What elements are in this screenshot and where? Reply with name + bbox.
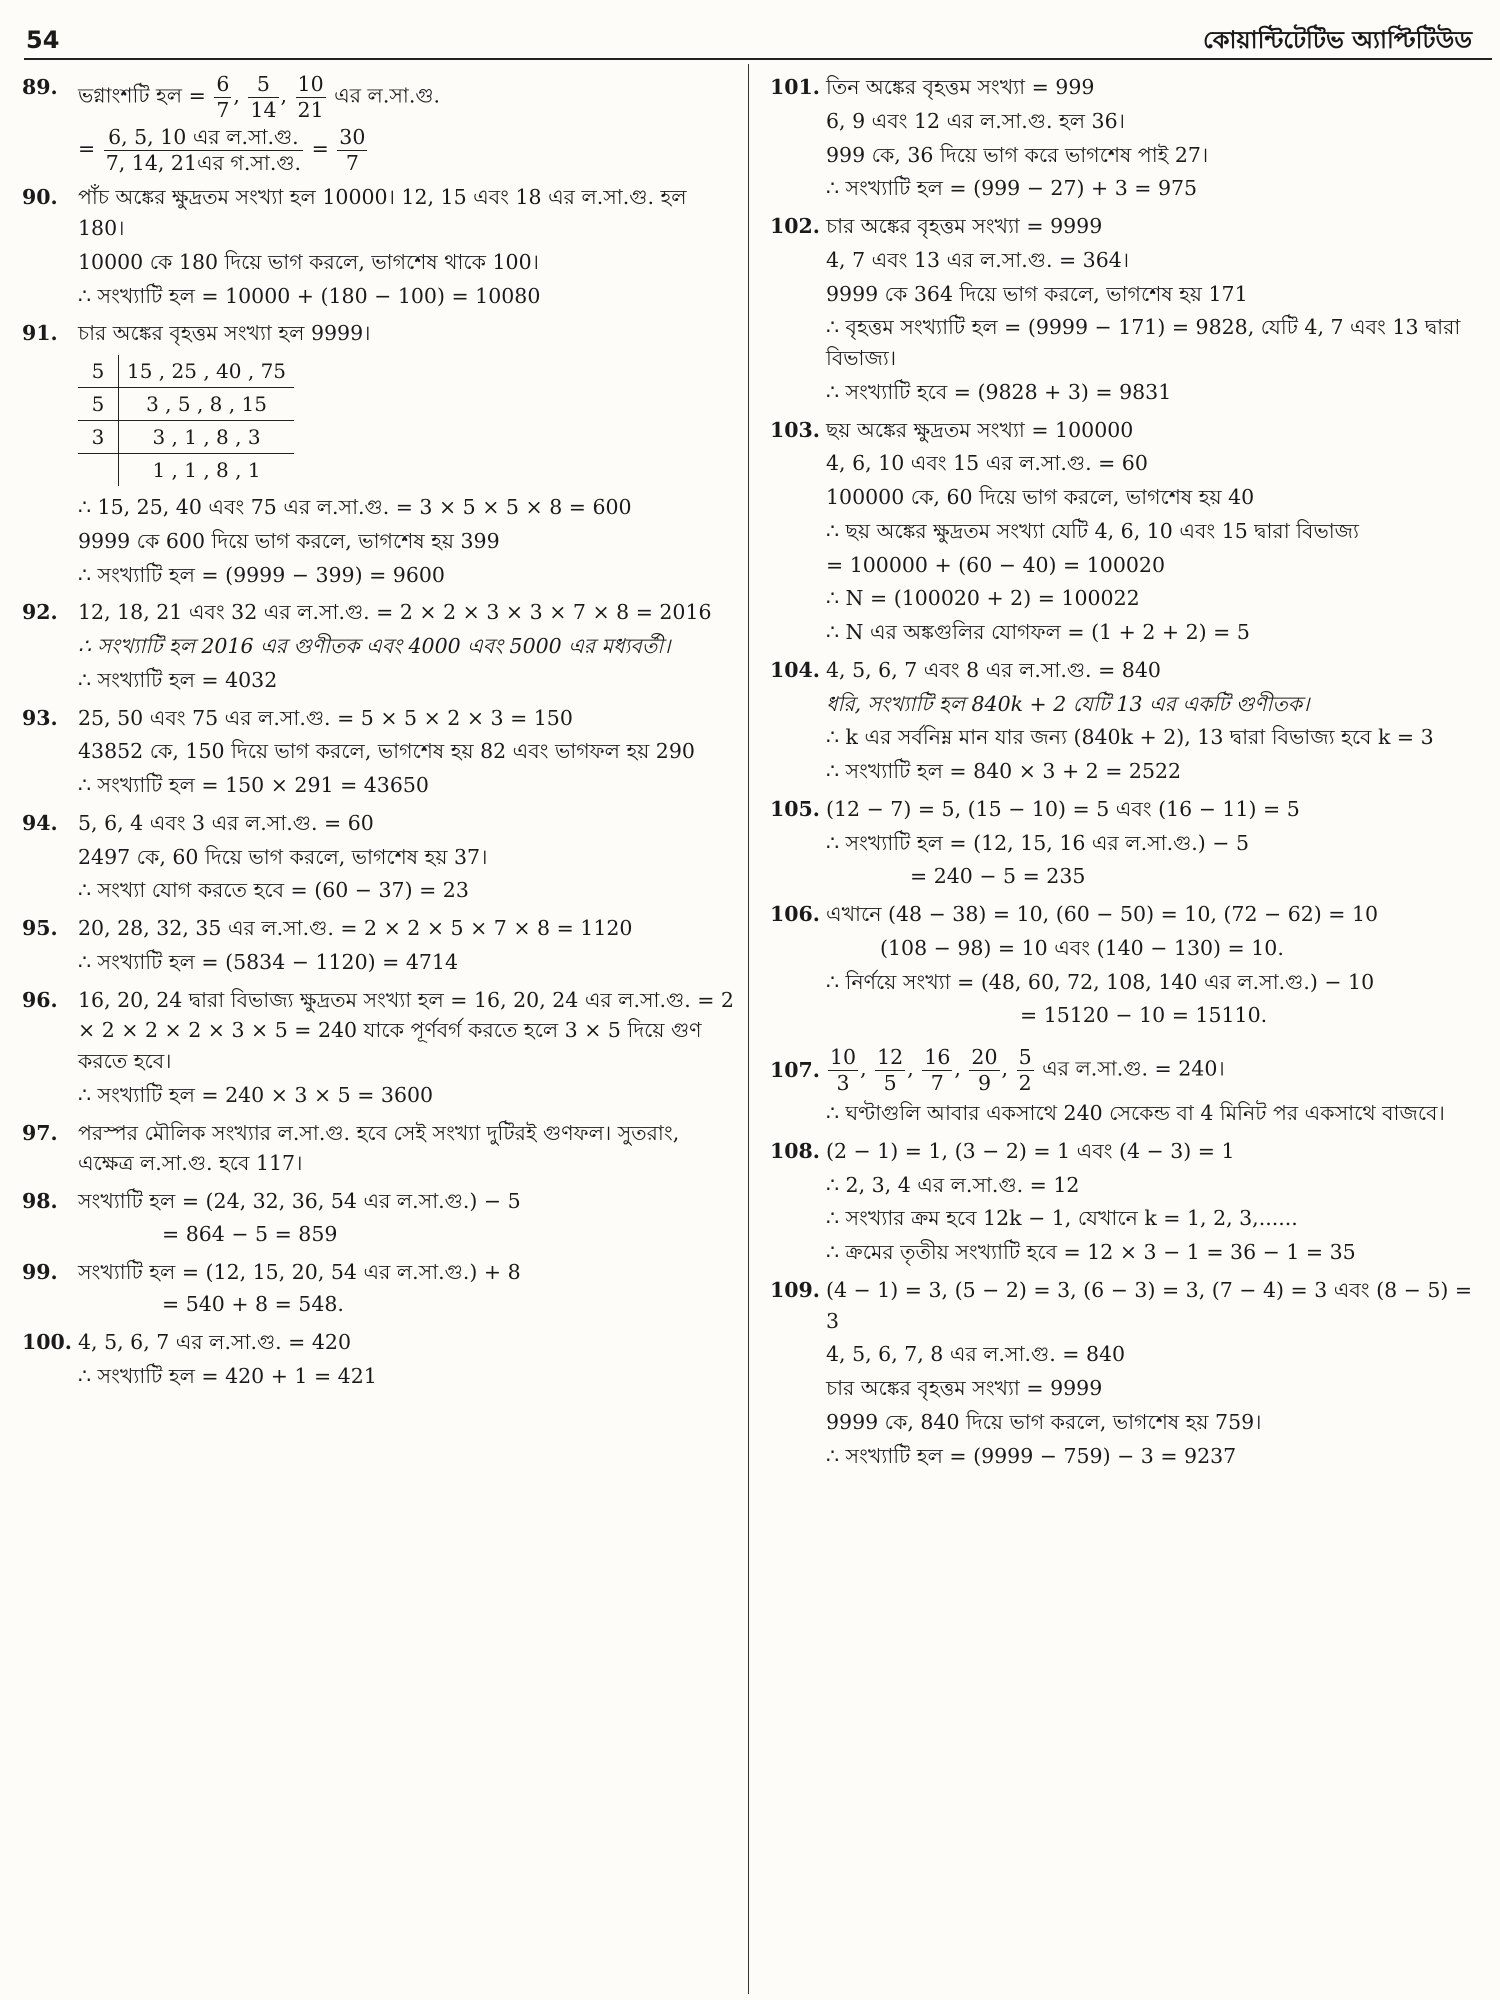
text-line: পাঁচ অঙ্কের ক্ষুদ্রতম সংখ্যা হল 10000। 12, 15 এবং 18 এর ল.সা.গু. হল 180। [78, 185, 687, 241]
text-line: (108 − 98) = 10 এবং (140 − 130) = 10. [880, 935, 1284, 960]
solution-94 [22, 808, 734, 906]
text-line: সংখ্যাটি হল = (12, 15, 20, 54 এর ল.সা.গু.) + 8 [78, 1259, 521, 1284]
solution-number: 102. [770, 214, 820, 238]
solution-106 [770, 899, 1490, 1031]
left-column [22, 72, 734, 1399]
solution-number: 103. [770, 417, 820, 442]
solution-99 [22, 1257, 734, 1321]
text-line: ∴ সংখ্যাটি হবে = (9828 + 3) = 9831 [826, 379, 1172, 404]
solution-number: 100. [22, 1330, 72, 1355]
solution-number: 91. [22, 321, 58, 346]
solution-92 [22, 597, 734, 695]
solution-91 [22, 318, 734, 590]
solution-102 [770, 211, 1490, 408]
fraction: $\frac{5}{14}$ [250, 72, 277, 122]
solution-number: 97. [22, 1120, 58, 1145]
text: ভগ্নাংশটি হল = [78, 83, 206, 108]
text-line: সংখ্যাটি হল = (24, 32, 36, 54 এর ল.সা.গু.) − 5 [78, 1189, 521, 1214]
text-line: ∴ N = (100020 + 2) = 100022 [826, 586, 1140, 611]
solution-number: 89. [22, 75, 58, 99]
text-line: ∴ সংখ্যাটি হল = (9999 − 399) = 9600 [78, 562, 445, 587]
solution-105 [770, 794, 1490, 892]
solution-97 [22, 1118, 734, 1180]
solution-108 [770, 1136, 1490, 1268]
text-line: ∴ বৃহত্তম সংখ্যাটি হল = (9999 − 171) = 9828, যেটি 4, 7 এবং 13 দ্বারা বিভাজ্য। [826, 315, 1461, 370]
solution-103 [770, 415, 1490, 648]
text-line: ∴ N এর অঙ্কগুলির যোগফল = (1 + 2 + 2) = 5 [826, 620, 1250, 644]
text-line: = 864 − 5 = 859 [162, 1221, 338, 1246]
text-line: 2497 কে, 60 দিয়ে ভাগ করলে, ভাগশেষ হয় 37। [78, 844, 488, 869]
solution-number: 101. [770, 75, 820, 99]
text-line: ধরি, সংখ্যাটি হল 840k + 2 যেটি 13 এর একটি গুণীতক। [826, 691, 1310, 716]
text-line: 10000 কে 180 দিয়ে ভাগ করলে, ভাগশেষ থাকে 100। [78, 249, 539, 274]
text-line: ∴ সংখ্যাটি হল = (999 − 27) + 3 = 975 [826, 176, 1198, 201]
solution-number: 98. [22, 1189, 58, 1214]
text-line: 9999 কে 364 দিয়ে ভাগ করলে, ভাগশেষ হয় 171 [826, 281, 1248, 306]
solution-number: 109. [770, 1277, 820, 1302]
text-line: (12 − 7) = 5, (15 − 10) = 5 এবং (16 − 11) = 5 [826, 796, 1300, 821]
solution-number: 95. [22, 916, 58, 941]
solution-104 [770, 655, 1490, 787]
solution-number: 94. [22, 810, 58, 835]
solution-number: 107. [770, 1057, 820, 1082]
fraction: $\frac{30}{7}$ [339, 125, 366, 175]
text-line: ∴ 15, 25, 40 এবং 75 এর ল.সা.গু. = 3 × 5 × 5 × 8 = 600 [78, 495, 632, 520]
solution-98 [22, 1186, 734, 1250]
right-column [770, 72, 1490, 1478]
text-line: চার অঙ্কের বৃহত্তম সংখ্যা = 9999 [826, 214, 1103, 238]
text: এর ল.সা.গু. [334, 83, 441, 108]
text-line: (2 − 1) = 1, (3 − 2) = 1 এবং (4 − 3) = 1 [826, 1138, 1235, 1163]
text-line: ∴ নির্ণয়ে সংখ্যা = (48, 60, 72, 108, 140 এর ল.সা.গু.) − 10 [826, 969, 1375, 994]
text-line: ∴ সংখ্যাটি হল = (12, 15, 16 এর ল.সা.গু.) − 5 [826, 830, 1250, 855]
equation-line: = $\frac{\text{6, 5, 10 এর ল.সা.গু.}}{\text{7, 14, 21এর গ.সা.গু.}}$ = $\frac{30}{7}$ [78, 125, 366, 175]
solution-number: 105. [770, 796, 820, 821]
solution-number: 106. [770, 902, 820, 926]
fraction: $\frac{6}{7}$ [216, 72, 230, 122]
text: এর ল.সা.গু. = 240। [1042, 1056, 1225, 1081]
text-line: 4, 6, 10 এবং 15 এর ল.সা.গু. = 60 [826, 451, 1148, 476]
text-line: ∴ ঘণ্টাগুলি আবার একসাথে 240 সেকেন্ড বা 4 মিনিট পর একসাথে বাজবে। [826, 1101, 1445, 1126]
text-line: 999 কে, 36 দিয়ে ভাগ করে ভাগশেষ পাই 27। [826, 142, 1209, 167]
text-line: ∴ সংখ্যাটি হল = 240 × 3 × 5 = 3600 [78, 1082, 434, 1107]
solution-number: 99. [22, 1259, 58, 1284]
text-line: 9999 কে 600 দিয়ে ভাগ করলে, ভাগশেষ হয় 399 [78, 528, 500, 553]
text-line: 20, 28, 32, 35 এর ল.সা.গু. = 2 × 2 × 5 × 7 × 8 = 1120 [78, 916, 633, 941]
fraction: $\frac{10}{21}$ [297, 72, 324, 122]
fraction: $\frac{10}{3}$ [830, 1045, 857, 1095]
text-line: (4 − 1) = 3, (5 − 2) = 3, (6 − 3) = 3, (7 − 4) = 3 এবং (8 − 5) = 3 [826, 1277, 1473, 1333]
solution-number: 108. [770, 1138, 820, 1163]
text-line: 25, 50 এবং 75 এর ল.সা.গু. = 5 × 5 × 2 × 3 = 150 [78, 705, 573, 730]
text-line: 4, 5, 6, 7 এর ল.সা.গু. = 420 [78, 1330, 352, 1355]
text-line: ∴ 2, 3, 4 এর ল.সা.গু. = 12 [826, 1172, 1080, 1197]
text-line: 4, 7 এবং 13 এর ল.সা.গু. = 364। [826, 247, 1130, 272]
text-line: ∴ k এর সর্বনিম্ন মান যার জন্য (840k + 2), 13 দ্বারা বিভাজ্য হবে k = 3 [826, 725, 1434, 750]
text-line: ∴ সংখ্যাটি হল = 840 × 3 + 2 = 2522 [826, 759, 1182, 783]
solution-90 [22, 182, 734, 311]
fraction: $\frac{16}{7}$ [924, 1045, 951, 1095]
running-head: কোয়ান্টিটেটিভ অ্যাপ্টিটিউড [1203, 26, 1472, 54]
solution-96 [22, 985, 734, 1111]
solution-number: 96. [22, 987, 58, 1012]
solution-number: 104. [770, 657, 820, 682]
text-line: 4, 5, 6, 7 এবং 8 এর ল.সা.গু. = 840 [826, 657, 1161, 682]
fraction: $\frac{12}{5}$ [877, 1045, 904, 1095]
text-line: চার অঙ্কের বৃহত্তম সংখ্যা = 9999 [826, 1376, 1103, 1401]
text-line: ছয় অঙ্কের ক্ষুদ্রতম সংখ্যা = 100000 [826, 417, 1134, 442]
solution-100 [22, 1327, 734, 1392]
text-line: 12, 18, 21 এবং 32 এর ল.সা.গু. = 2 × 2 × 3 × 3 × 7 × 8 = 2016 [78, 600, 712, 625]
solution-number: 93. [22, 705, 58, 730]
column-divider [748, 64, 749, 1994]
fraction: $\frac{\text{6, 5, 10 এর ল.সা.গু.}}{\text{7, 14, 21এর গ.সা.গু.}}$ [105, 125, 302, 175]
header-rule [24, 58, 1492, 60]
text-line: ∴ সংখ্যার ক্রম হবে 12k − 1, যেখানে k = 1, 2, 3,...... [826, 1206, 1298, 1231]
fraction: $\frac{20}{9}$ [971, 1045, 998, 1095]
solution-number: 92. [22, 600, 58, 625]
solution-101 [770, 72, 1490, 204]
lcm-division-table: 5 15 , 25 , 40 , 75 5 3 , 5 , 8 , 15 3 3 , 1 , 8 , 3 1 , 1 , 8 , 1 [78, 355, 294, 486]
text-line: ∴ সংখ্যা যোগ করতে হবে = (60 − 37) = 23 [78, 878, 469, 903]
text-line: ∴ সংখ্যাটি হল 2016 এর গুণীতক এবং 4000 এবং 5000 এর মধ্যবর্তী। [78, 634, 671, 659]
text-line: পরস্পর মৌলিক সংখ্যার ল.সা.গু. হবে সেই সংখ্যা দুটিরই গুণফল। সুতরাং, এক্ষেত্র ল.সা.গু. হবে 117। [78, 1120, 680, 1176]
text-line: = 100000 + (60 − 40) = 100020 [826, 552, 1166, 577]
text-line: = 240 − 5 = 235 [910, 864, 1086, 889]
solution-number: 90. [22, 185, 58, 210]
text-line: = 15120 − 10 = 15110. [1020, 1003, 1268, 1028]
text-line: ∴ সংখ্যাটি হল = 10000 + (180 − 100) = 10080 [78, 283, 541, 308]
text-line: 6, 9 এবং 12 এর ল.সা.গু. হল 36। [826, 108, 1125, 133]
text-line: ∴ সংখ্যাটি হল = (5834 − 1120) = 4714 [78, 949, 459, 974]
text-line: ∴ সংখ্যাটি হল = 420 + 1 = 421 [78, 1363, 377, 1388]
solution-109 [770, 1275, 1490, 1472]
text-line: ∴ ক্রমের তৃতীয় সংখ্যাটি হবে = 12 × 3 − 1 = 36 − 1 = 35 [826, 1240, 1356, 1265]
text-line: তিন অঙ্কের বৃহত্তম সংখ্যা = 999 [826, 75, 1095, 99]
text-line: চার অঙ্কের বৃহত্তম সংখ্যা হল 9999। [78, 321, 371, 346]
page-number: 54 [26, 26, 60, 54]
solution-93 [22, 703, 734, 801]
solution-89: 89. ভগ্নাংশটি হল = $\frac{6}{7}$ , $\frac{5}{14}$ , $\frac{10}{21}$ এর ল.সা.গু. = $\frac{\text{6, 5, 10 এর ল.সা.গু.}}{\text{7, 14, 21এর গ.সা.গু.}}$ = $\frac{30}{7}$ [22, 72, 734, 175]
text-line: 16, 20, 24 দ্বারা বিভাজ্য ক্ষুদ্রতম সংখ্যা হল = 16, 20, 24 এর ল.সা.গু. = 2 × 2 × 2 × 2 × 3 × 5 = 240 যাকে পূর্ণবর্গ করতে হলে 3 × 5 দিয়ে গুণ করতে হবে। [78, 987, 734, 1074]
text-line: 9999 কে, 840 দিয়ে ভাগ করলে, ভাগশেষ হয় 759। [826, 1409, 1262, 1434]
text-line: এখানে (48 − 38) = 10, (60 − 50) = 10, (72 − 62) = 10 [826, 902, 1379, 926]
text-line: ∴ ছয় অঙ্কের ক্ষুদ্রতম সংখ্যা যেটি 4, 6, 10 এবং 15 দ্বারা বিভাজ্য [826, 518, 1359, 543]
text-line: ∴ সংখ্যাটি হল = 4032 [78, 667, 278, 692]
text-line: = 540 + 8 = 548. [162, 1292, 344, 1317]
solution-95 [22, 913, 734, 978]
fraction: $\frac{5}{2}$ [1018, 1045, 1032, 1095]
text-line: ∴ সংখ্যাটি হল = (9999 − 759) − 3 = 9237 [826, 1443, 1237, 1468]
text-line: ∴ সংখ্যাটি হল = 150 × 291 = 43650 [78, 773, 429, 798]
text-line: 43852 কে, 150 দিয়ে ভাগ করলে, ভাগশেষ হয় 82 এবং ভাগফল হয় 290 [78, 739, 695, 764]
text-line: 100000 কে, 60 দিয়ে ভাগ করলে, ভাগশেষ হয় 40 [826, 485, 1255, 509]
text-line: 5, 6, 4 এবং 3 এর ল.সা.গু. = 60 [78, 810, 374, 835]
solution-107: 107. $\frac{10}{3}$ , $\frac{12}{5}$ , $\frac{16}{7}$ , $\frac{20}{9}$ , $\frac{5}{2}$ এর ল.সা.গু. = 240। ∴ ঘণ্টাগুলি আবার একসাথে 240 সেকেন্ড বা 4 মিনিট পর একসাথে বাজবে। [770, 1045, 1490, 1129]
text-line: 4, 5, 6, 7, 8 এর ল.সা.গু. = 840 [826, 1342, 1126, 1367]
